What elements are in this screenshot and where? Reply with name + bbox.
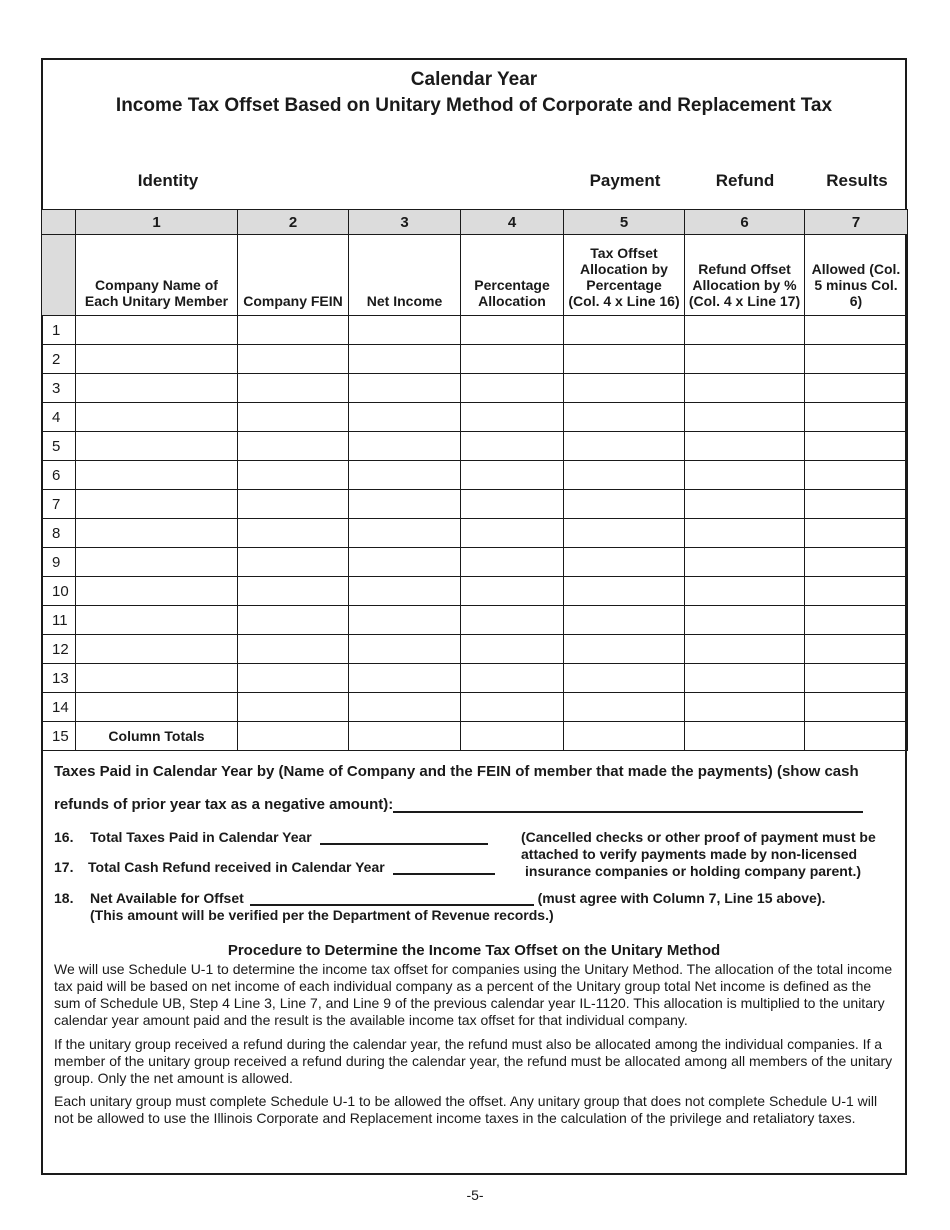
table-cell-input[interactable] <box>349 432 461 461</box>
table-cell-input[interactable] <box>238 548 349 577</box>
line-number: 8 <box>42 519 76 548</box>
col-number: 3 <box>349 210 461 235</box>
table-cell-input[interactable] <box>564 606 685 635</box>
line-number: 4 <box>42 403 76 432</box>
table-cell-input[interactable] <box>349 374 461 403</box>
table-cell-input[interactable] <box>238 722 349 751</box>
procedure-paragraph-3: Each unitary group must complete Schedule U-1 to be allowed the offset. Any unitary group that does not complete Schedule U-1 will not be allowed to use the Illinois Corporate and Replacement income taxes in the calculation of the privilege and retaliatory taxes. <box>54 1093 878 1126</box>
table-cell-input[interactable] <box>805 577 908 606</box>
line-18-field[interactable] <box>250 890 534 906</box>
table-cell-input[interactable] <box>349 461 461 490</box>
line-number: 10 <box>42 577 76 606</box>
table-cell-input[interactable] <box>805 606 908 635</box>
table-row <box>42 490 908 519</box>
form-title: Income Tax Offset Based on Unitary Method of Corporate and Replacement Tax <box>115 95 833 116</box>
table-cell-input[interactable] <box>805 461 908 490</box>
table-cell-input[interactable] <box>685 606 805 635</box>
line-18-sub: (This amount will be verified per the Department of Revenue records.) <box>90 907 554 923</box>
col-number: 2 <box>238 210 349 235</box>
table-row <box>42 519 908 548</box>
table-cell-input[interactable] <box>564 548 685 577</box>
table-cell-input[interactable] <box>349 693 461 722</box>
table-cell-input[interactable] <box>805 548 908 577</box>
table-cell-input[interactable] <box>564 316 685 345</box>
table-cell-input[interactable] <box>349 635 461 664</box>
table-cell-input[interactable] <box>685 548 805 577</box>
col-number: 7 <box>805 210 908 235</box>
procedure-title: Procedure to Determine the Income Tax Offset on the Unitary Method <box>227 942 721 959</box>
table-cell-input[interactable] <box>76 606 238 635</box>
table-cell-input[interactable] <box>349 403 461 432</box>
table-cell-input[interactable] <box>76 519 238 548</box>
table-cell-input[interactable] <box>805 316 908 345</box>
table-row <box>42 432 908 461</box>
proof-note <box>521 829 901 880</box>
table-cell-input[interactable] <box>564 490 685 519</box>
table-cell-input[interactable] <box>564 664 685 693</box>
col-number: 1 <box>76 210 238 235</box>
table-cell-input[interactable] <box>76 490 238 519</box>
col-header-percentage: Percentage Allocation <box>461 235 564 316</box>
line-17 <box>54 859 495 875</box>
table-cell-input[interactable] <box>461 548 564 577</box>
line-number: 3 <box>42 374 76 403</box>
table-cell-input[interactable] <box>685 374 805 403</box>
table-cell-input[interactable] <box>349 548 461 577</box>
table-cell-input[interactable] <box>76 635 238 664</box>
table-cell-input[interactable] <box>461 490 564 519</box>
table-cell-input[interactable] <box>564 403 685 432</box>
table-row <box>42 664 908 693</box>
col-header-allowed: Allowed (Col. 5 minus Col. 6) <box>805 235 908 316</box>
table-cell-input[interactable] <box>685 693 805 722</box>
table-cell-input[interactable] <box>238 403 349 432</box>
table-cell-input[interactable] <box>461 635 564 664</box>
line-number: 2 <box>42 345 76 374</box>
taxes-paid-line2-label: refunds of prior year tax as a negative amount): <box>54 796 394 813</box>
line-16-number: 16. <box>54 829 74 845</box>
line-number: 12 <box>42 635 76 664</box>
col-number: 4 <box>461 210 564 235</box>
table-cell-input[interactable] <box>349 490 461 519</box>
group-identity: Identity <box>137 171 199 190</box>
proof-note-line1: (Cancelled checks or other proof of payment must be <box>521 829 876 845</box>
table-cell-input[interactable] <box>238 490 349 519</box>
table-cell-input[interactable] <box>685 316 805 345</box>
line-16-label: Total Taxes Paid in Calendar Year <box>90 829 312 845</box>
table-row <box>42 316 908 345</box>
table-cell-input[interactable] <box>238 693 349 722</box>
table-row <box>42 635 908 664</box>
table-cell-input[interactable] <box>564 374 685 403</box>
column-totals-label: Column Totals <box>76 722 238 751</box>
table-cell-input[interactable] <box>564 432 685 461</box>
table-cell-input[interactable] <box>76 403 238 432</box>
table-cell-input[interactable] <box>685 490 805 519</box>
table-cell-input[interactable] <box>238 635 349 664</box>
col-number: 6 <box>685 210 805 235</box>
table-cell-input[interactable] <box>76 432 238 461</box>
table-cell-input[interactable] <box>685 722 805 751</box>
table-cell-input[interactable] <box>805 664 908 693</box>
table-cell-input[interactable] <box>76 461 238 490</box>
table-cell-input[interactable] <box>349 577 461 606</box>
line-16-field[interactable] <box>320 829 488 845</box>
table-cell-input[interactable] <box>461 316 564 345</box>
table-cell-input[interactable] <box>805 635 908 664</box>
table-cell-input[interactable] <box>461 432 564 461</box>
table-cell-input[interactable] <box>564 461 685 490</box>
table-cell-input[interactable] <box>805 374 908 403</box>
table-row <box>42 722 908 751</box>
line-number: 14 <box>42 693 76 722</box>
col-header-refund-offset: Refund Offset Allocation by % (Col. 4 x Line 17) <box>685 235 805 316</box>
table-cell-input[interactable] <box>238 519 349 548</box>
line-18 <box>54 890 825 906</box>
col-header-fein: Company FEIN <box>238 235 349 316</box>
table-cell-input[interactable] <box>564 345 685 374</box>
table-cell-input[interactable] <box>349 519 461 548</box>
line-number: 11 <box>42 606 76 635</box>
table-cell-input[interactable] <box>238 432 349 461</box>
group-results: Results <box>826 171 888 190</box>
table-row <box>42 606 908 635</box>
table-cell-input[interactable] <box>461 722 564 751</box>
line-18-number: 18. <box>54 890 74 906</box>
table-cell-input[interactable] <box>238 345 349 374</box>
procedure-paragraph-1: We will use Schedule U-1 to determine the income tax offset for companies using the Unitary Method. The allocation of the total income tax paid will be based on net income of each individual company as a percent of the Unitary group total Net income is defined as the sum of Schedule UB, Step 4 Line 3, Line 7, and Line 9 of the previous calendar year IL-1120. This allocation is multiplied to the unitary calendar year amount paid and the result is the available income tax offset for that individual company. <box>54 961 893 1028</box>
table-cell-input[interactable] <box>238 606 349 635</box>
table-cell-input[interactable] <box>685 461 805 490</box>
group-payment: Payment <box>589 171 661 190</box>
table-body <box>42 316 908 751</box>
table-cell-input[interactable] <box>238 461 349 490</box>
proof-note-line2: attached to verify payments made by non-licensed <box>521 846 858 862</box>
table-cell-input[interactable] <box>461 577 564 606</box>
table-row <box>42 548 908 577</box>
table-cell-input[interactable] <box>461 403 564 432</box>
line-number: 7 <box>42 490 76 519</box>
line-number: 9 <box>42 548 76 577</box>
table-cell-input[interactable] <box>76 316 238 345</box>
table-cell-input[interactable] <box>349 606 461 635</box>
title-calendar-year: Calendar Year <box>410 69 538 90</box>
table-cell-input[interactable] <box>76 693 238 722</box>
table-cell-input[interactable] <box>461 693 564 722</box>
table-cell-input[interactable] <box>238 664 349 693</box>
table-cell-input[interactable] <box>685 345 805 374</box>
line-number: 13 <box>42 664 76 693</box>
table-cell-input[interactable] <box>805 403 908 432</box>
table-cell-input[interactable] <box>349 722 461 751</box>
col-number: 5 <box>564 210 685 235</box>
line-number: 5 <box>42 432 76 461</box>
line-17-label: Total Cash Refund received in Calendar Year <box>88 859 385 875</box>
col-header-company-name: Company Name of Each Unitary Member <box>76 235 238 316</box>
table-cell-input[interactable] <box>461 519 564 548</box>
table-cell-input[interactable] <box>805 722 908 751</box>
table-row <box>42 577 908 606</box>
line-17-number: 17. <box>54 859 74 875</box>
table-cell-input[interactable] <box>564 693 685 722</box>
table-row <box>42 403 908 432</box>
table-cell-input[interactable] <box>805 693 908 722</box>
table-cell-input[interactable] <box>461 461 564 490</box>
table-cell-input[interactable] <box>461 374 564 403</box>
taxes-paid-line2 <box>54 796 863 813</box>
line-number: 6 <box>42 461 76 490</box>
line-16 <box>54 829 488 845</box>
table-cell-input[interactable] <box>349 664 461 693</box>
table-cell-input[interactable] <box>76 577 238 606</box>
table-cell-input[interactable] <box>238 316 349 345</box>
corner-cell <box>42 210 76 235</box>
table-cell-input[interactable] <box>564 635 685 664</box>
page-number: -5- <box>466 1187 484 1203</box>
table-cell-input[interactable] <box>805 519 908 548</box>
table-cell-input[interactable] <box>685 664 805 693</box>
taxes-paid-field[interactable] <box>393 797 863 813</box>
table-cell-input[interactable] <box>461 345 564 374</box>
line-number: 1 <box>42 316 76 345</box>
col-header-tax-offset: Tax Offset Allocation by Percentage (Col. 4 x Line 16) <box>564 235 685 316</box>
table-row <box>42 461 908 490</box>
table-cell-input[interactable] <box>76 374 238 403</box>
table-row <box>42 693 908 722</box>
table-cell-input[interactable] <box>805 490 908 519</box>
table-cell-input[interactable] <box>805 432 908 461</box>
line-number: 15 <box>42 722 76 751</box>
column-number-row <box>42 210 908 235</box>
table-cell-input[interactable] <box>685 432 805 461</box>
group-refund: Refund <box>715 171 775 190</box>
table-cell-input[interactable] <box>685 403 805 432</box>
table-cell-input[interactable] <box>685 635 805 664</box>
table-cell-input[interactable] <box>461 664 564 693</box>
table-cell-input[interactable] <box>76 345 238 374</box>
table-cell-input[interactable] <box>685 577 805 606</box>
form-frame <box>41 58 907 1175</box>
table-cell-input[interactable] <box>349 345 461 374</box>
table-cell-input[interactable] <box>238 374 349 403</box>
table-cell-input[interactable] <box>564 722 685 751</box>
table-cell-input[interactable] <box>461 606 564 635</box>
table-row <box>42 345 908 374</box>
table-cell-input[interactable] <box>805 345 908 374</box>
proof-note-line3: insurance companies or holding company parent.) <box>525 863 862 879</box>
table-cell-input[interactable] <box>76 548 238 577</box>
table-cell-input[interactable] <box>564 577 685 606</box>
line-17-field[interactable] <box>393 859 495 875</box>
line-18-label: Net Available for Offset <box>90 890 244 906</box>
allocation-table <box>41 209 908 751</box>
taxes-paid-line1: Taxes Paid in Calendar Year by (Name of Company and the FEIN of member that made the payments) (show cash <box>54 763 859 780</box>
table-cell-input[interactable] <box>564 519 685 548</box>
line-18-note: (must agree with Column 7, Line 15 above). <box>537 890 826 906</box>
table-row <box>42 374 908 403</box>
column-header-row <box>42 235 908 316</box>
table-cell-input[interactable] <box>76 664 238 693</box>
table-cell-input[interactable] <box>685 519 805 548</box>
procedure-paragraph-2: If the unitary group received a refund during the calendar year, the refund must also be allocated among the individual companies. If a member of the unitary group received a refund during the calendar year, the refund must be allocated among all members of the unitary group. Only the net amount is allowed. <box>54 1036 893 1086</box>
col-header-net-income: Net Income <box>349 235 461 316</box>
table-cell-input[interactable] <box>349 316 461 345</box>
table-cell-input[interactable] <box>238 577 349 606</box>
corner-cell <box>42 235 76 316</box>
